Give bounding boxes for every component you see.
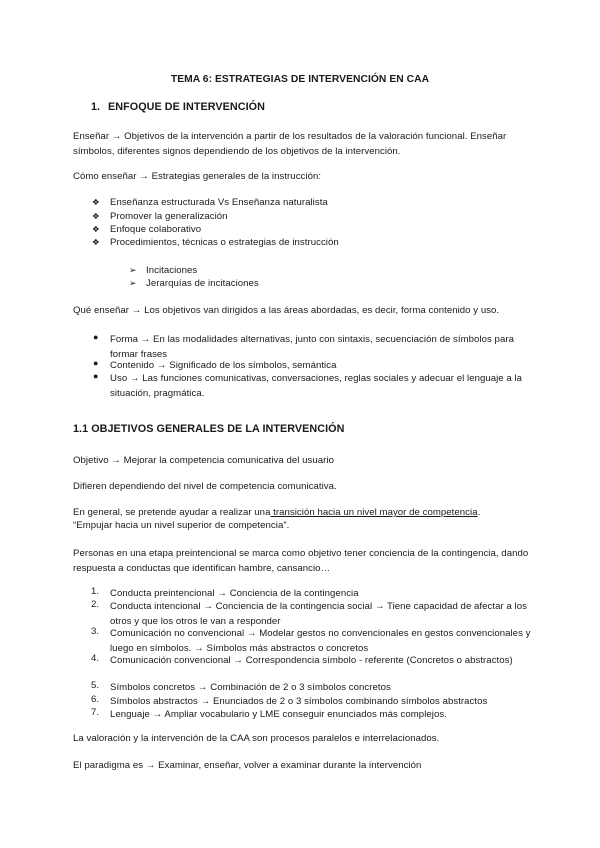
list-item-text: Jerarquías de incitaciones — [146, 278, 259, 289]
list-item-text: Enfoque colaborativo — [110, 224, 202, 235]
list-item-number: 4. — [91, 653, 100, 664]
paragraph-en-general-text: En general, se pretende ayudar a realizar una — [73, 507, 271, 518]
section-1-1-heading: 1.1 OBJETIVOS GENERALES DE LA INTERVENCIÓN — [73, 423, 345, 435]
dot-bullet-icon: ● — [93, 332, 99, 342]
list-item-text: Comunicación no convencional → Modelar gestos no convencionales en gestos convencionales y luego en símbolos. → Símbolos más abstractos o concretos — [110, 628, 531, 654]
list-item-text: Forma → En las modalidades alternativas, junto con sintaxis, secuenciación de símbolos para formar frases — [110, 334, 514, 360]
paragraph-objetivo: Objetivo → Mejorar la competencia comunicativa del usuario — [73, 455, 334, 466]
list-item-text: Procedimientos, técnicas o estrategias de instrucción — [110, 237, 339, 248]
section-1-number: 1. — [91, 101, 101, 113]
arrow-bullet-icon: ➢ — [129, 265, 137, 275]
list-item-text: Enseñanza estructurada Vs Enseñanza naturalista — [110, 197, 328, 208]
list-item-text: Comunicación convencional → Correspondencia símbolo - referente (Concretos o abstractos) — [110, 655, 513, 666]
list-item-text: Uso → Las funciones comunicativas, conversaciones, reglas sociales y adecuar el lenguaje a la situación, pragmática. — [110, 373, 523, 399]
arrow-bullet-icon: ➢ — [129, 278, 137, 288]
diamond-bullet-icon: ❖ — [92, 237, 100, 247]
list-item-text: Conducta intencional → Conciencia de la contingencia social → Tiene capacidad de afectar a los otros y que los otros le van a responder — [110, 601, 527, 627]
underlined-phrase: transición hacia un nivel mayor de competencia — [270, 507, 478, 518]
paragraph-como-ensenar: Cómo enseñar → Estrategias generales de la instrucción: — [73, 171, 322, 182]
diamond-bullet-icon: ❖ — [92, 224, 100, 234]
list-item-text: Contenido → Significado de los símbolos, semántica — [110, 360, 337, 371]
list-item-number: 1. — [91, 586, 100, 597]
diamond-bullet-icon: ❖ — [92, 197, 100, 207]
diamond-bullet-icon: ❖ — [92, 211, 100, 221]
list-item-number: 7. — [91, 707, 100, 718]
dot-bullet-icon: ● — [93, 371, 99, 381]
list-item-text: Promover la generalización — [110, 211, 228, 222]
dot-bullet-icon: ● — [93, 358, 99, 368]
list-item-number: 2. — [91, 599, 100, 610]
list-item-number: 3. — [91, 626, 100, 637]
list-item-number: 6. — [91, 694, 100, 705]
list-item-text: Conducta preintencional → Conciencia de la contingencia — [110, 588, 359, 599]
page-title: TEMA 6: ESTRATEGIAS DE INTERVENCIÓN EN CAA — [170, 74, 430, 85]
list-item-text: Incitaciones — [146, 265, 198, 276]
paragraph-ensenar: Enseñar → Objetivos de la intervención a partir de los resultados de la valoración funcional. Enseñar símbolos, diferentes signos dependiendo de los objetivos de la intervención. — [73, 131, 507, 157]
section-1-title: ENFOQUE DE INTERVENCIÓN — [108, 101, 265, 113]
list-item-text: Lenguaje → Ampliar vocabulario y LME conseguir enunciados más complejos. — [110, 709, 447, 720]
paragraph-difieren: Difieren dependiendo del nivel de competencia comunicativa. — [73, 481, 337, 492]
list-item-text: Símbolos abstractos → Enunciados de 2 o 3 símbolos combinando símbolos abstractos — [110, 696, 488, 707]
paragraph-en-general-end: . — [477, 507, 481, 518]
paragraph-que-ensenar: Qué enseñar → Los objetivos van dirigidos a las áreas abordadas, es decir, forma contenido y uso. — [73, 305, 500, 316]
list-item-number: 5. — [91, 680, 100, 691]
section-1-heading — [91, 101, 265, 113]
paragraph-empujar: “Empujar hacia un nivel superior de competencia”. — [73, 520, 290, 531]
paragraph-valoracion: La valoración y la intervención de la CAA son procesos paralelos e interrelacionados. — [73, 733, 440, 744]
paragraph-personas: Personas en una etapa preintencional se marca como objetivo tener conciencia de la contingencia, dando respuesta a conductas que identifican hambre, cansancio… — [73, 548, 529, 574]
paragraph-paradigma: El paradigma es → Examinar, enseñar, volver a examinar durante la intervención — [73, 760, 422, 771]
list-item-text: Símbolos concretos → Combinación de 2 o 3 símbolos concretos — [110, 682, 391, 693]
paragraph-en-general — [73, 507, 480, 518]
